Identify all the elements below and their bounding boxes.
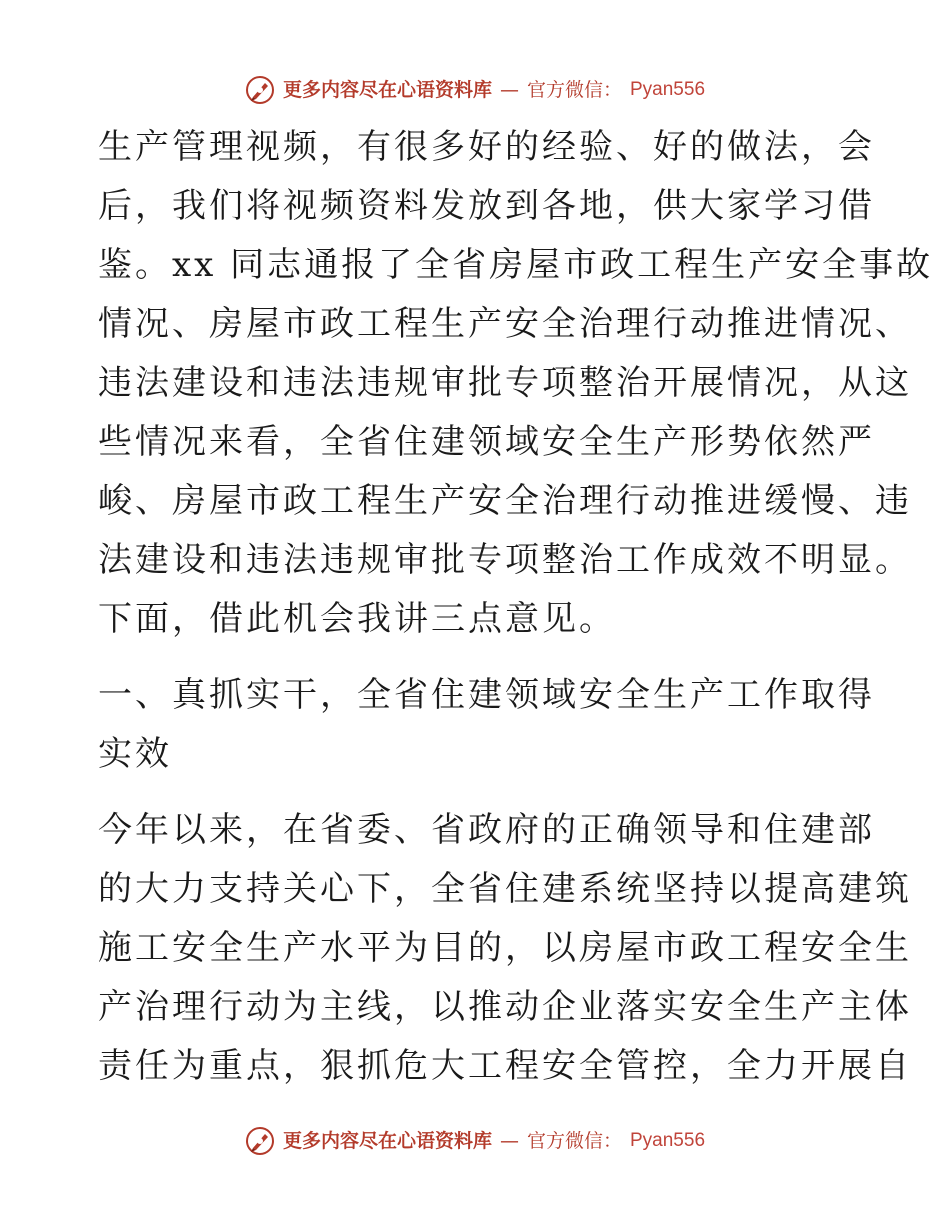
text-line: 峻、房屋市政工程生产安全治理行动推进缓慢、违 (98, 481, 912, 521)
paragraph-1 (98, 118, 934, 649)
heading-line: 一、真抓实干，全省住建领域安全生产工作取得 (98, 675, 875, 715)
paragraph-gap (98, 649, 868, 666)
quill-pen-logo-icon (245, 1126, 275, 1156)
footer-brand: 更多内容尽在心语资料库 (282, 1130, 492, 1152)
text-line: 法建设和违法违规审批专项整治工作成效不明显。 (98, 540, 912, 580)
paragraph-2 (98, 801, 912, 1096)
document-body (98, 118, 934, 1096)
text-line: 下面，借此机会我讲三点意见。 (98, 599, 616, 639)
text-line: 违法建设和违法违规审批专项整治开展情况，从这 (98, 363, 912, 403)
header-separator: — (499, 79, 519, 101)
text-line: 情况、房屋市政工程生产安全治理行动推进情况、 (98, 304, 912, 344)
text-line: 生产管理视频，有很多好的经验、好的做法，会 (98, 127, 875, 167)
heading-line: 实效 (98, 734, 172, 774)
text-line: 的大力支持关心下，全省住建系统坚持以提高建筑 (98, 869, 912, 909)
footer-wechat-id: Pyan556 (630, 1130, 706, 1151)
footer-wechat-label: 官方微信： (526, 1130, 622, 1152)
header-brand: 更多内容尽在心语资料库 (282, 79, 492, 101)
text-line: 今年以来，在省委、省政府的正确领导和住建部 (98, 810, 875, 850)
header-wechat-label: 官方微信： (526, 79, 622, 101)
section-heading-1 (98, 666, 875, 784)
footer-separator: — (499, 1130, 519, 1152)
header-wechat-id: Pyan556 (630, 79, 706, 100)
footer-banner (0, 1126, 950, 1156)
text-line: 施工安全生产水平为目的，以房屋市政工程安全生 (98, 928, 912, 968)
quill-pen-logo-icon (245, 75, 275, 105)
text-line: 产治理行动为主线，以推动企业落实安全生产主体 (98, 987, 912, 1027)
text-line: 些情况来看，全省住建领域安全生产形势依然严 (98, 422, 875, 462)
text-line: 鉴。xx 同志通报了全省房屋市政工程生产安全事故 (98, 245, 934, 285)
text-line: 后，我们将视频资料发放到各地，供大家学习借 (98, 186, 875, 226)
header-banner (0, 75, 950, 105)
paragraph-gap (98, 784, 868, 801)
text-line: 责任为重点，狠抓危大工程安全管控，全力开展自 (98, 1046, 912, 1086)
